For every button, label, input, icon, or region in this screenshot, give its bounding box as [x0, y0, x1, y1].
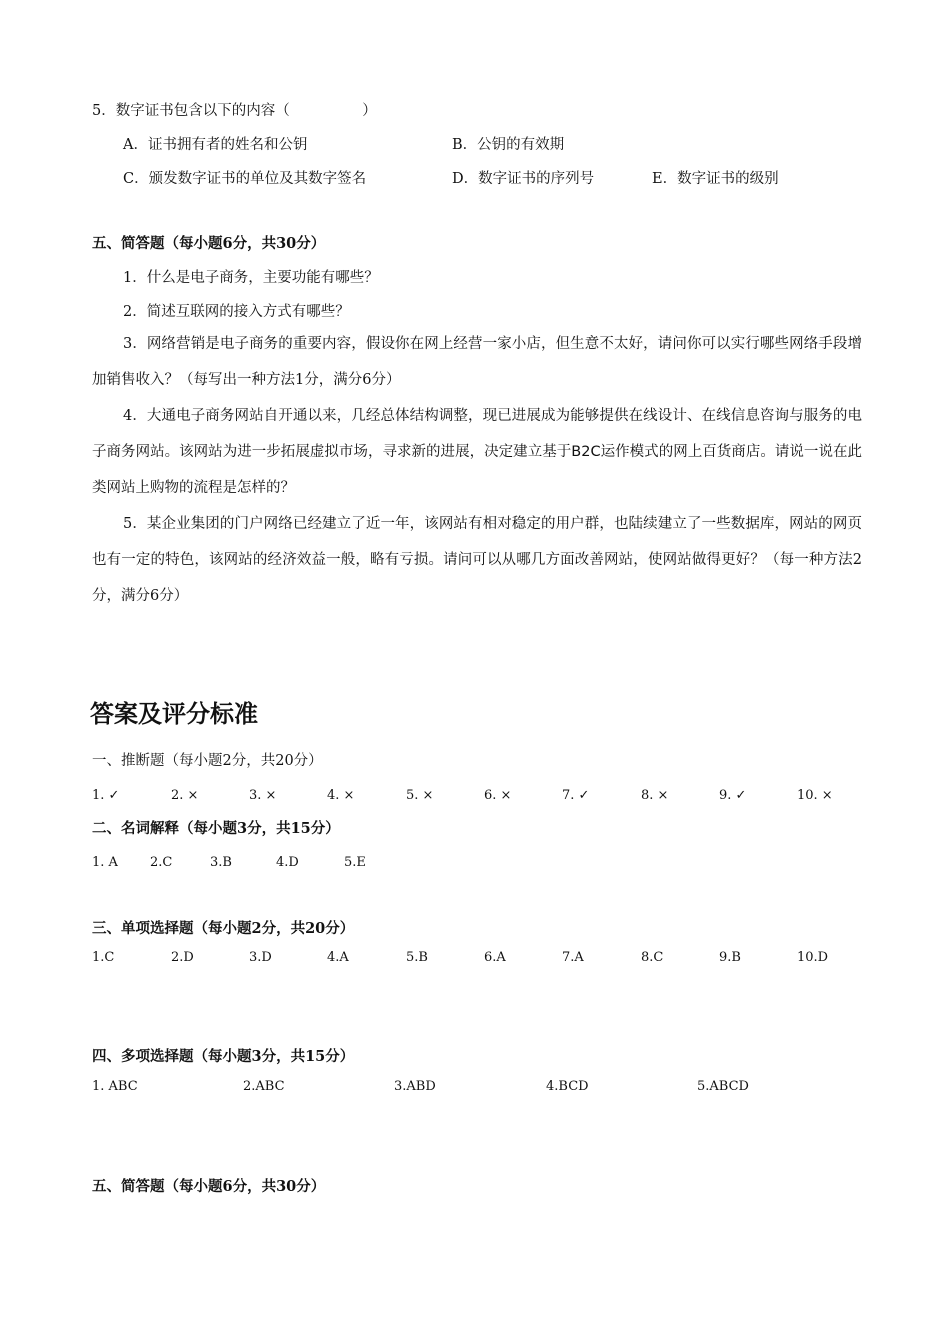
q4-text-a: 4．大通电子商务网站自开通以来，几经总体结构调整，现已进展成为能够提供在线设计、在线信息咨询与服务的电子商务网站。该网站为进一步拓展虚拟市场，寻求新的进展，决定建立基于 [92, 408, 862, 460]
answer-item: 5. × [406, 788, 434, 803]
answer-item: 3.D [249, 950, 272, 965]
answers-s4-title: 四、多项选择题（每小题3分，共15分） [92, 1048, 355, 1065]
answer-item: 10. × [797, 788, 833, 803]
answer-item: 1. A [92, 855, 118, 870]
answer-item: 9. ✓ [719, 788, 747, 803]
answer-item: 7.A [562, 950, 584, 965]
answer-item: 2.ABC [243, 1079, 285, 1094]
answer-item: 5.ABCD [697, 1079, 749, 1094]
answer-item: 3.ABD [394, 1079, 436, 1094]
answer-item: 8.C [641, 950, 664, 965]
option-e: E．数字证书的级别 [652, 171, 779, 187]
short-answer-q5: 5．某企业集团的门户网络已经建立了近一年，该网站有相对稳定的用户群，也陆续建立了一些数据库，网站的网页也有一定的特色，该网站的经济效益一般，略有亏损。请问可以从哪几方面改善网站，使网站做得更好？（每一种方法2分，满分6分） [92, 516, 862, 604]
answer-item: 4.A [327, 950, 349, 965]
answer-item: 9.B [719, 950, 741, 965]
short-answer-q1: 1．什么是电子商务，主要功能有哪些？ [123, 270, 379, 286]
option-d: D．数字证书的序列号 [452, 171, 595, 187]
answer-item: 2.C [150, 855, 173, 870]
answer-item: 7. ✓ [562, 788, 590, 803]
answers-s3-title: 三、单项选择题（每小题2分，共20分） [92, 920, 355, 937]
answer-item: 2.D [171, 950, 194, 965]
answer-item: 5.E [344, 855, 366, 870]
answer-item: 6. × [484, 788, 512, 803]
option-a: A．证书拥有者的姓名和公钥 [123, 137, 308, 153]
q4-b2c: B2C [571, 444, 601, 460]
short-answer-q4 [92, 398, 862, 506]
answer-item: 1. ✓ [92, 788, 120, 803]
answer-item: 5.B [406, 950, 428, 965]
answer-item: 1. ABC [92, 1079, 138, 1094]
answer-item: 4. × [327, 788, 355, 803]
answer-item: 4.D [276, 855, 299, 870]
answer-item: 8. × [641, 788, 669, 803]
answer-item: 2. × [171, 788, 199, 803]
answers-s2-title: 二、名词解释（每小题3分，共15分） [92, 820, 340, 837]
answer-item: 3. × [249, 788, 277, 803]
answer-item: 4.BCD [546, 1079, 589, 1094]
answers-s1-title: 一、推断题（每小题2分，共20分） [92, 753, 323, 769]
q4-text-b: 运作模式的网上百货商店。请说一说在此类网站上购物的流程是怎样的？ [92, 444, 862, 496]
option-b: B．公钥的有效期 [452, 137, 565, 153]
question-5-stem: 5．数字证书包含以下的内容（ ） [92, 103, 377, 119]
option-c: C．颁发数字证书的单位及其数字签名 [123, 171, 367, 187]
answers-heading: 答案及评分标准 [90, 700, 258, 728]
answer-item: 1.C [92, 950, 115, 965]
answer-item: 10.D [797, 950, 829, 965]
short-answer-q2: 2．简述互联网的接入方式有哪些？ [123, 304, 350, 320]
answer-item: 6.A [484, 950, 506, 965]
answers-s5-title: 五、简答题（每小题6分，共30分） [92, 1178, 326, 1195]
answer-item: 3.B [210, 855, 232, 870]
short-answer-q3: 3．网络营销是电子商务的重要内容，假设你在网上经营一家小店，但生意不太好，请问你可以实行哪些网络手段增加销售收入？（每写出一种方法1分，满分6分） [92, 336, 862, 388]
section-5-title: 五、简答题（每小题6分，共30分） [92, 235, 326, 252]
